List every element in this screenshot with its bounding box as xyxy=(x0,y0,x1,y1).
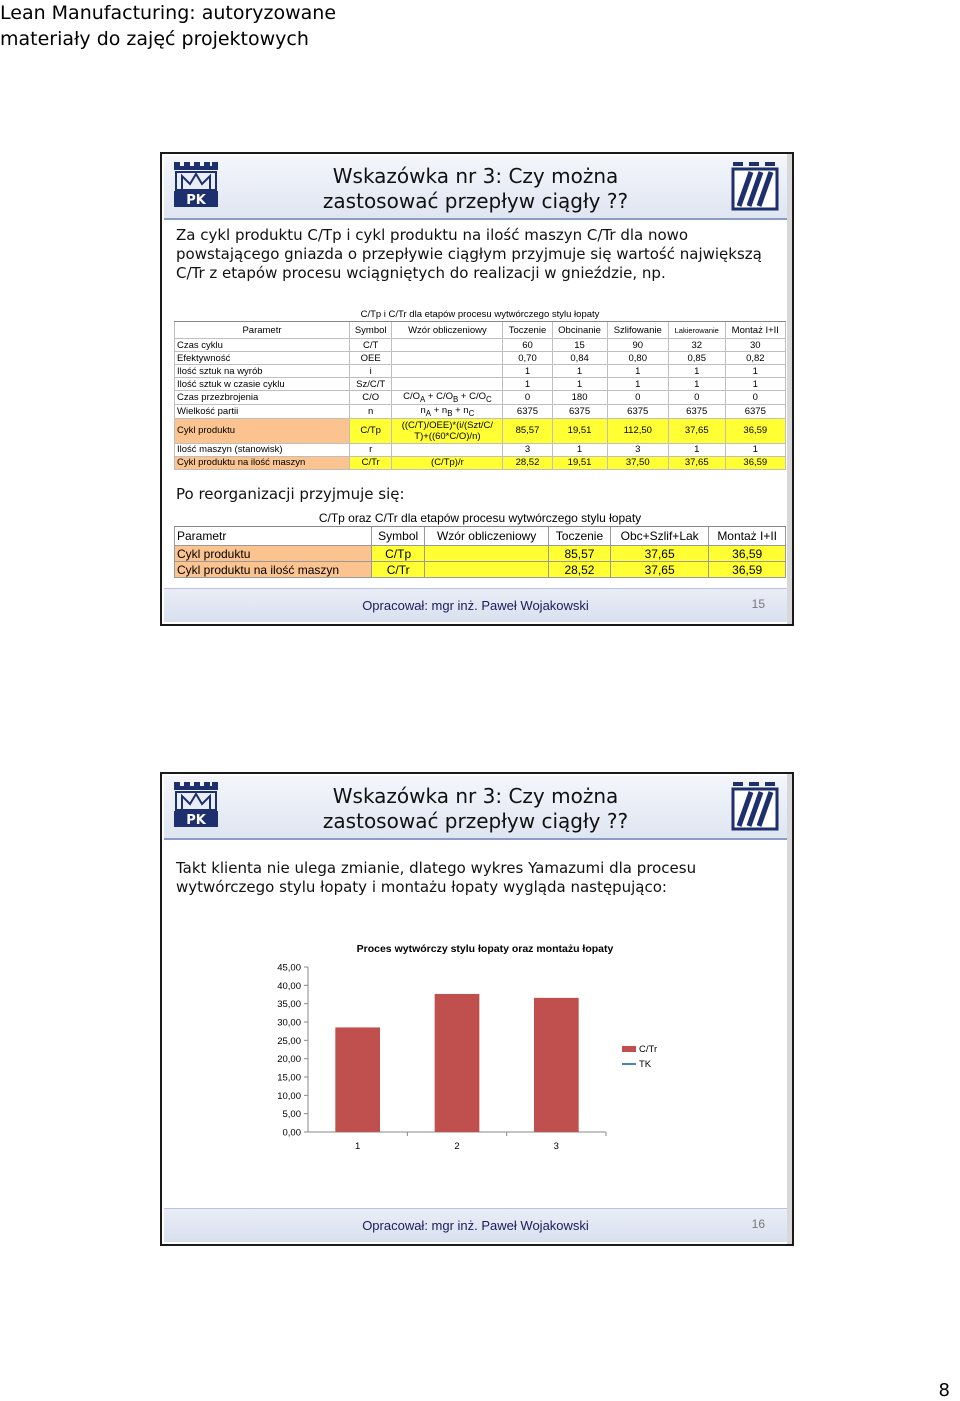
y-tick-label: 45,00 xyxy=(277,962,301,974)
y-tick-label: 15,00 xyxy=(277,1072,301,1084)
bar-ctr-1 xyxy=(335,1027,380,1132)
legend-label-ctr: C/Tr xyxy=(639,1044,658,1055)
slide-title-bar xyxy=(164,156,787,220)
slide-body-text: Za cykl produktu C/Tp i cykl produktu na ilość maszyn C/Tr dla nowo powstającego gniazda o przepływie ciągłym przyjmuje się wartość największą C/Tr z etapów procesu wciągniętych do realizacji w gnieździe, np. xyxy=(176,226,762,282)
formula-n: $n_A + n_B + n_C$ xyxy=(392,404,503,418)
page-header-line2: materiały do zajęć projektowych xyxy=(0,28,309,50)
y-tick-label: 35,00 xyxy=(277,999,301,1011)
table-row: Efektywność OEE 0,70 0,84 0,80 0,85 0,82 xyxy=(175,352,786,365)
svg-text:PK: PK xyxy=(186,193,206,208)
y-tick-label: 20,00 xyxy=(277,1054,301,1066)
page-number: 8 xyxy=(938,1380,950,1401)
cycle-row: Cykl produktu C/Tp ((C/T)/OEE)*(i/(Szt/C/ T)+((60*C/O)/n) 85,57 19,51 112,50 37,65 36,59 xyxy=(175,418,786,443)
footer-author: Opracował: mgr inż. Paweł Wojakowski xyxy=(362,1218,589,1233)
slide-title: Wskazówka nr 3: Czy można zastosować przepływ ciągły ?? xyxy=(322,784,629,833)
y-tick-label: 40,00 xyxy=(277,980,301,992)
faculty-logo-icon xyxy=(731,160,779,212)
slide-number: 15 xyxy=(751,597,765,611)
ctr-row: Cykl produktu na ilość maszyn C/Tr (C/Tp)/r 28,52 19,51 37,50 37,65 36,59 xyxy=(175,456,786,469)
y-tick-label: 0,00 xyxy=(282,1127,301,1139)
svg-text:PK: PK xyxy=(186,813,206,828)
slide-title-bar xyxy=(164,776,787,840)
table-caption: C/Tp i C/Tr dla etapów procesu wytwórczego stylu łopaty xyxy=(175,307,786,322)
table-row: Czas przezbrojenia C/O $C/O_A + C/O_B + C/O_C$ 0 180 0 0 0 xyxy=(175,391,786,405)
table-row: Cykl produktu C/Tp 85,57 37,65 36,59 xyxy=(175,546,786,562)
y-tick-label: 5,00 xyxy=(282,1109,301,1121)
table-row: Ilość sztuk w czasie cyklu Sz/C/T 1 1 1 1 1 xyxy=(175,378,786,391)
y-tick-label: 10,00 xyxy=(277,1090,301,1102)
page-header xyxy=(0,0,336,52)
page-header-line1: Lean Manufacturing: autoryzowane xyxy=(0,2,337,24)
formula-co: $C/O_A + C/O_B + C/O_C$ xyxy=(392,391,503,405)
table-caption: C/Tp oraz C/Tr dla etapów procesu wytwórczego stylu łopaty xyxy=(175,509,786,527)
y-tick-label: 30,00 xyxy=(277,1017,301,1029)
slide-15 xyxy=(160,152,794,626)
x-tick-label: 3 xyxy=(553,1141,559,1152)
yamazumi-chart xyxy=(252,934,722,1154)
table-row: Czas cyklu C/T 60 15 90 32 30 xyxy=(175,339,786,352)
ctp-ctr-table xyxy=(174,307,786,470)
slide-body-text: Takt klienta nie ulega zmianie, dlatego wykres Yamazumi dla procesu wytwórczego stylu łopaty i montażu łopaty wygląda następująco: xyxy=(176,859,697,896)
slide-title: Wskazówka nr 3: Czy można zastosować przepływ ciągły ?? xyxy=(322,164,629,213)
bar-ctr-2 xyxy=(435,994,480,1132)
slide-footer xyxy=(164,588,787,622)
slide-16 xyxy=(160,772,794,1246)
table-row: Ilość sztuk na wyrób i 1 1 1 1 1 xyxy=(175,365,786,378)
reorganized-table xyxy=(174,509,786,578)
table-row: Wielkość partii n $n_A + n_B + n_C$ 6375 6375 6375 6375 6375 xyxy=(175,404,786,418)
formula-ctp: ((C/T)/OEE)*(i/(Szt/C/ T)+((60*C/O)/n) xyxy=(392,418,503,443)
x-tick-label: 2 xyxy=(454,1141,460,1152)
reorganization-text: Po reorganizacji przyjmuje się: xyxy=(176,485,405,503)
x-tick-label: 1 xyxy=(355,1141,361,1152)
faculty-logo-icon xyxy=(731,780,779,832)
y-tick-label: 25,00 xyxy=(277,1035,301,1047)
bar-ctr-3 xyxy=(534,998,579,1132)
slide-footer xyxy=(164,1208,787,1242)
table-header-row: Parametr Symbol Wzór obliczeniowy Toczenie Obc+Szlif+Lak Montaż I+II xyxy=(175,527,786,546)
machines-row: Ilość maszyn (stanowisk) r 3 1 3 1 1 xyxy=(175,443,786,456)
footer-author: Opracował: mgr inż. Paweł Wojakowski xyxy=(362,598,589,613)
table-row: Cykl produktu na ilość maszyn C/Tr 28,52 37,65 36,59 xyxy=(175,562,786,578)
table-header-row: Parametr Symbol Wzór obliczeniowy Toczenie Obcinanie Szlifowanie Lakierowanie Montaż I+II xyxy=(175,322,786,339)
chart-title: Proces wytwórczy stylu łopaty oraz montażu łopaty xyxy=(356,943,614,955)
legend-swatch-ctr xyxy=(622,1046,636,1052)
legend-label-tk: TK xyxy=(639,1059,652,1070)
slide-number: 16 xyxy=(751,1217,765,1231)
